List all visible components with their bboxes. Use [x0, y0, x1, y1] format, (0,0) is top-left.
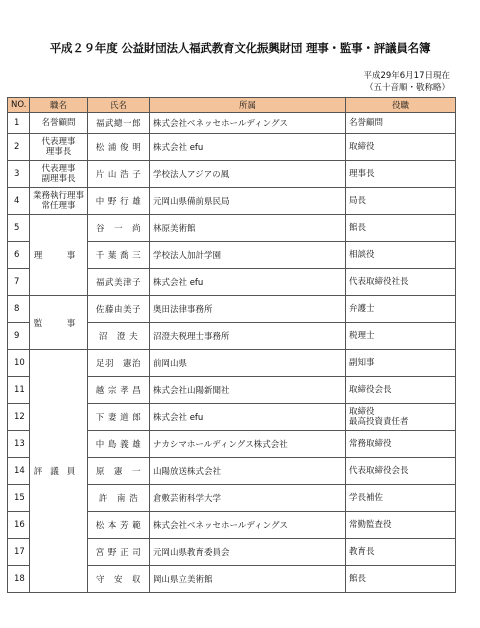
row-position: 名誉顧問: [346, 113, 456, 134]
row-no: 6: [8, 242, 30, 269]
row-position: 相談役: [346, 242, 456, 269]
row-name: 佐藤由美子: [88, 296, 150, 323]
row-name: 千 葉 喬 三: [88, 242, 150, 269]
row-affiliation: 元岡山県教育委員会: [150, 539, 346, 566]
header-affiliation: 所属: [150, 98, 346, 113]
row-name: 福武總一郎: [88, 113, 150, 134]
table-row: [8, 350, 456, 377]
row-position: 取締役会長: [346, 377, 456, 404]
table-row: [8, 134, 456, 161]
row-no: 18: [8, 566, 30, 593]
row-position: 館長: [346, 566, 456, 593]
row-no: 10: [8, 350, 30, 377]
table-row: [8, 188, 456, 215]
row-affiliation: 前岡山県: [150, 350, 346, 377]
row-name: 宮 野 正 司: [88, 539, 150, 566]
row-position: 税理士: [346, 323, 456, 350]
row-no: 3: [8, 161, 30, 188]
row-name: 原 憲 一: [88, 458, 150, 485]
row-no: 2: [8, 134, 30, 161]
row-no: 14: [8, 458, 30, 485]
row-name: 守 安 収: [88, 566, 150, 593]
row-no: 4: [8, 188, 30, 215]
row-affiliation: 株式会社 efu: [150, 269, 346, 296]
row-role: 名誉顧問: [30, 113, 88, 134]
row-affiliation: 株式会社 efu: [150, 404, 346, 431]
row-affiliation: 奥田法律事務所: [150, 296, 346, 323]
row-name: 片 山 浩 子: [88, 161, 150, 188]
row-no: 11: [8, 377, 30, 404]
row-affiliation: 山陽放送株式会社: [150, 458, 346, 485]
row-affiliation: 株式会社 efu: [150, 134, 346, 161]
row-name: 松 本 芳 範: [88, 512, 150, 539]
row-affiliation: 株式会社ベネッセホールディングス: [150, 512, 346, 539]
row-affiliation: 岡山県立美術館: [150, 566, 346, 593]
row-role: 代表理事 理事長: [30, 134, 88, 161]
row-no: 8: [8, 296, 30, 323]
header-name: 氏名: [88, 98, 150, 113]
row-no: 1: [8, 113, 30, 134]
row-role: 業務執行理事 常任理事: [30, 188, 88, 215]
row-name: 越 宗 孝 昌: [88, 377, 150, 404]
group-directors: 理 事: [30, 215, 88, 296]
row-role: 代表理事 副理事長: [30, 161, 88, 188]
row-no: 17: [8, 539, 30, 566]
row-name: 中 野 行 雄: [88, 188, 150, 215]
table-row: [8, 113, 456, 134]
row-no: 9: [8, 323, 30, 350]
row-position: 館長: [346, 215, 456, 242]
member-table: [7, 97, 456, 593]
row-affiliation: 林原美術館: [150, 215, 346, 242]
row-affiliation: 株式会社ベネッセホールディングス: [150, 113, 346, 134]
row-name: 松 浦 俊 明: [88, 134, 150, 161]
order-note: （五十音順・敬称略）: [364, 83, 450, 93]
group-councilors: 評議員: [30, 350, 88, 593]
row-position: 常務取締役: [346, 431, 456, 458]
row-affiliation: 沼澄夫税理士事務所: [150, 323, 346, 350]
row-position: 常勤監査役: [346, 512, 456, 539]
row-name: 許 南 浩: [88, 485, 150, 512]
table-header-row: [8, 98, 456, 113]
row-affiliation: 学校法人アジアの風: [150, 161, 346, 188]
row-no: 12: [8, 404, 30, 431]
header-no: NO.: [8, 98, 30, 113]
row-name: 谷 一 尚: [88, 215, 150, 242]
row-no: 5: [8, 215, 30, 242]
row-position: 弁護士: [346, 296, 456, 323]
row-name: 福武美津子: [88, 269, 150, 296]
row-no: 7: [8, 269, 30, 296]
row-affiliation: ナカシマホールディングス株式会社: [150, 431, 346, 458]
row-position: 副知事: [346, 350, 456, 377]
date-note: [363, 70, 450, 94]
table-row: [8, 161, 456, 188]
row-position: 理事長: [346, 161, 456, 188]
row-position: 取締役: [346, 134, 456, 161]
row-no: 15: [8, 485, 30, 512]
row-affiliation: 倉敷芸術科学大学: [150, 485, 346, 512]
row-name: 中 島 義 雄: [88, 431, 150, 458]
page-title: 平成２９年度 公益財団法人福武教育文化振興財団 理事・監事・評議員名簿: [49, 41, 431, 55]
row-position: 局長: [346, 188, 456, 215]
row-position: 代表取締役会長: [346, 458, 456, 485]
row-position: 取締役 最高投資責任者: [346, 404, 456, 431]
row-name: 沼 澄 夫: [88, 323, 150, 350]
row-no: 16: [8, 512, 30, 539]
row-no: 13: [8, 431, 30, 458]
row-position: 学長補佐: [346, 485, 456, 512]
table-row: [8, 296, 456, 323]
row-position: 教育長: [346, 539, 456, 566]
row-affiliation: 学校法人加計学園: [150, 242, 346, 269]
row-affiliation: 元岡山県備前県民局: [150, 188, 346, 215]
date-line: 平成29年6月17日現在: [363, 71, 450, 81]
row-position: 代表取締役社長: [346, 269, 456, 296]
header-position: 役職: [346, 98, 456, 113]
row-affiliation: 株式会社山陽新聞社: [150, 377, 346, 404]
group-auditors: 監 事: [30, 296, 88, 350]
row-name: 下 妻 道 郎: [88, 404, 150, 431]
table-row: [8, 215, 456, 242]
row-name: 足羽 憲治: [88, 350, 150, 377]
header-role: 職名: [30, 98, 88, 113]
